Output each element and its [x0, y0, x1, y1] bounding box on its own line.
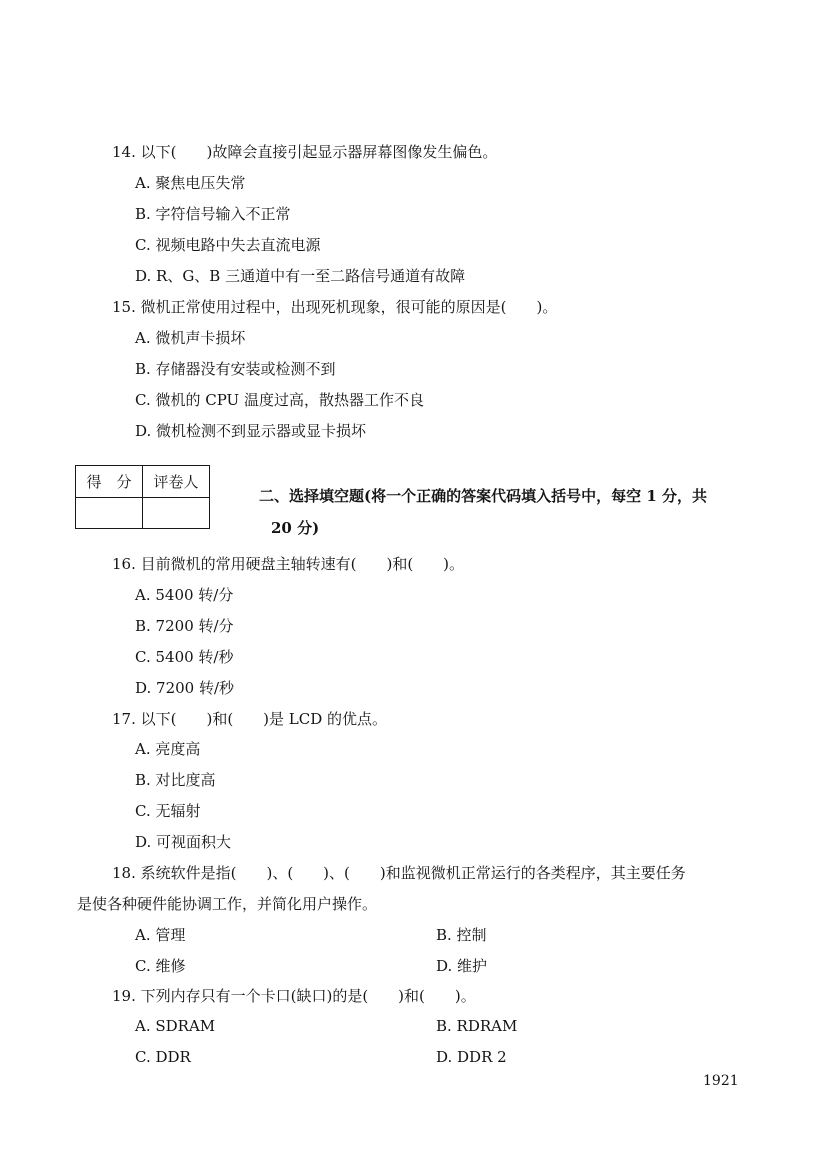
q14-option-d: D. R、G、B 三通道中有一至二路信号通道有故障: [135, 267, 466, 285]
question-19: 19. 下列内存只有一个卡口(缺口)的是( )和( )。: [112, 987, 476, 1005]
question-18-cont: 是使各种硬件能协调工作，并简化用户操作。: [77, 895, 378, 913]
q18-option-d: D. 维护: [436, 957, 488, 975]
q19-option-a: A. SDRAM: [135, 1017, 216, 1035]
q18-option-a: A. 管理: [135, 926, 186, 944]
q15-option-a: A. 微机声卡损坏: [135, 329, 246, 347]
q15-option-c: C. 微机的 CPU 温度过高，散热器工作不良: [135, 391, 424, 409]
q17-option-b: B. 对比度高: [135, 771, 216, 789]
score-header: 得 分: [76, 466, 143, 498]
q18-option-c: C. 维修: [135, 957, 186, 975]
question-15: 15. 微机正常使用过程中，出现死机现象，很可能的原因是( )。: [112, 298, 558, 316]
q16-option-c: C. 5400 转/秒: [135, 648, 234, 666]
q16-option-d: D. 7200 转/秒: [135, 679, 235, 697]
section-2-title: 二、选择填空题(将一个正确的答案代码填入括号中，每空 1 分，共: [259, 487, 707, 505]
q16-option-b: B. 7200 转/分: [135, 617, 234, 635]
q16-option-a: A. 5400 转/分: [135, 586, 234, 604]
q14-option-a: A. 聚焦电压失常: [135, 174, 246, 192]
q14-option-b: B. 字符信号输入不正常: [135, 205, 291, 223]
q17-option-d: D. 可视面积大: [135, 833, 232, 851]
q14-option-c: C. 视频电路中失去直流电源: [135, 236, 321, 254]
section-2-title-cont: 20 分): [271, 519, 320, 537]
q18-option-b: B. 控制: [436, 926, 487, 944]
grader-header: 评卷人: [143, 466, 210, 498]
q17-option-a: A. 亮度高: [135, 740, 201, 758]
question-18: 18. 系统软件是指( )、( )、( )和监视微机正常运行的各类程序，其主要任务: [112, 864, 686, 882]
question-14: 14. 以下( )故障会直接引起显示器屏幕图像发生偏色。: [112, 143, 498, 161]
score-table: [75, 465, 210, 529]
page-number: 1921: [703, 1073, 739, 1089]
q19-option-c: C. DDR: [135, 1048, 191, 1066]
grader-cell: [143, 497, 210, 529]
q19-option-b: B. RDRAM: [436, 1017, 518, 1035]
q15-option-d: D. 微机检测不到显示器或显卡损坏: [135, 422, 367, 440]
question-16: 16. 目前微机的常用硬盘主轴转速有( )和( )。: [112, 555, 465, 573]
q17-option-c: C. 无辐射: [135, 802, 201, 820]
q19-option-d: D. DDR 2: [436, 1048, 507, 1066]
question-17: 17. 以下( )和( )是 LCD 的优点。: [112, 710, 388, 728]
q15-option-b: B. 存储器没有安装或检测不到: [135, 360, 336, 378]
score-cell: [76, 497, 143, 529]
